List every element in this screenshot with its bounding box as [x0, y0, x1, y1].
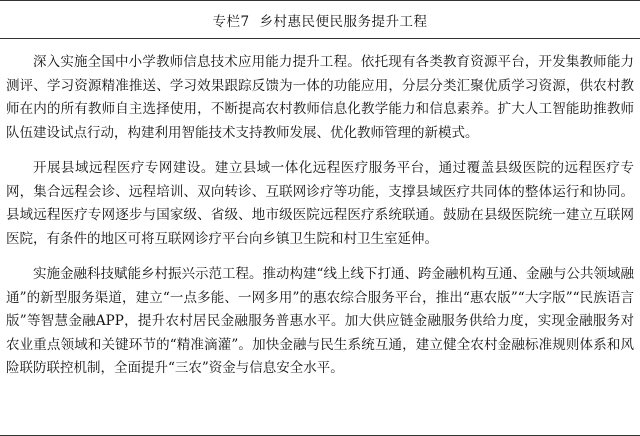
- column-header: [0, 1, 640, 39]
- column-number: 专栏7: [212, 13, 250, 30]
- paragraph-fintech: 实施金融科技赋能乡村振兴示范工程。推动构建“线上线下打通、跨金融机构互通、金融与公共领域融通”的新型服务渠道，建立“一点多能、一网多用”的惠农综合服务平台，推出“惠农版”“大字版”“民族语言版”等智慧金融APP，提升农村居民金融服务普惠水平。加大供应链金融服务供给力度，实现金融服务对农业重点领域和关键环节的“精准滴灌”。加快金融与民生系统互通，建立健全农村金融标准规则体系和风险联防联控机制，全面提升“三农”资金与信息安全水平。: [6, 266, 634, 376]
- column-body: [0, 39, 640, 381]
- paragraph-remote-medical: 开展县域远程医疗专网建设。建立县域一体化远程医疗服务平台，通过覆盖县级医院的远程医疗专网，集合远程会诊、远程培训、双向转诊、互联网诊疗等功能，支撑县域医疗共同体的整体运行和协同。县域远程医疗专网逐步与国家级、省级、地市级医院远程医疗系统联通。鼓励在县级医院统一建立互联网医院，有条件的地区可将互联网诊疗平台向乡镇卫生院和村卫生室延伸。: [6, 160, 634, 247]
- column-title: 乡村惠民便民服务提升工程: [259, 13, 428, 30]
- paragraph-teacher-training: 深入实施全国中小学教师信息技术应用能力提升工程。依托现有各类教育资源平台，开发集教师能力测评、学习资源精准推送、学习效果跟踪反馈为一体的功能应用，分层分类汇聚优质学习资源，供农村教师在内的所有教师自主选择使用，不断提高农村教师信息化教学能力和信息素养。扩大人工智能助推教师队伍建设试点行动，构建利用智能技术支持教师发展、优化教师管理的新模式。: [6, 54, 634, 141]
